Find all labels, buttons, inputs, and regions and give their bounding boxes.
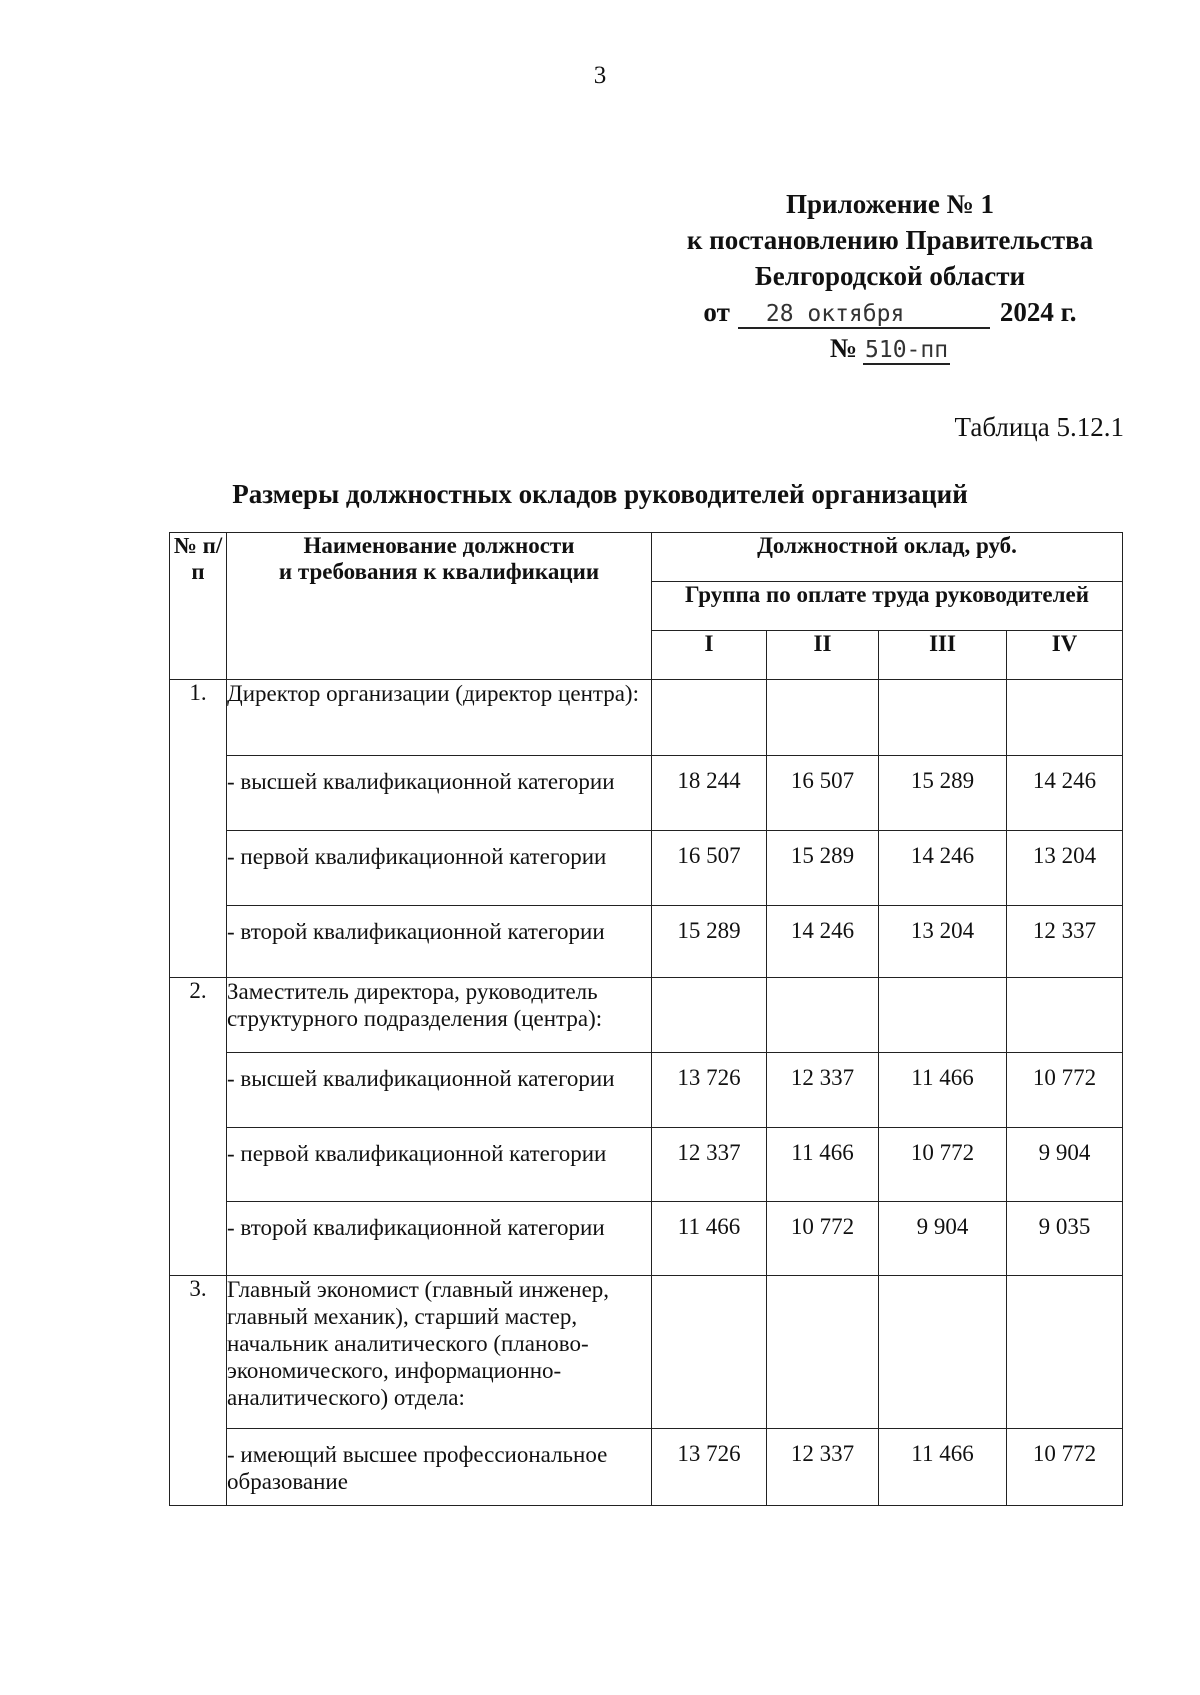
section-title: Заместитель директора, руководитель структурного подразделения (центра): <box>227 978 652 1053</box>
appendix-resolution: к постановлению Правительства <box>686 225 1094 255</box>
value-cell: 12 337 <box>767 1053 879 1128</box>
header-group-3: III <box>879 631 1007 680</box>
value-cell: 14 246 <box>879 831 1007 906</box>
value-cell: 9 904 <box>879 1202 1007 1276</box>
row-label: - второй квалификационной категории <box>227 906 652 978</box>
page-number: 3 <box>593 62 607 89</box>
empty-cell <box>879 1276 1007 1429</box>
table-row <box>170 756 1123 831</box>
value-cell: 13 726 <box>652 1053 767 1128</box>
value-cell: 10 772 <box>767 1202 879 1276</box>
value-cell: 13 204 <box>879 906 1007 978</box>
value-cell: 9 904 <box>1007 1128 1123 1202</box>
empty-cell <box>1007 680 1123 756</box>
section-title: Директор организации (директор центра): <box>227 680 652 756</box>
value-cell: 10 772 <box>1007 1429 1123 1506</box>
section-title: Главный экономист (главный инженер, главный механик), старший мастер, начальник аналитического (планово-экономического, информационно-аналитического) отдела: <box>227 1276 652 1429</box>
table-row <box>170 680 1123 756</box>
value-cell: 10 772 <box>879 1128 1007 1202</box>
value-cell: 12 337 <box>767 1429 879 1506</box>
header-salary: Должностной оклад, руб. <box>652 533 1123 582</box>
row-label: - второй квалификационной категории <box>227 1202 652 1276</box>
value-cell: 10 772 <box>1007 1053 1123 1128</box>
header-name <box>227 533 652 680</box>
table-title: Размеры должностных окладов руководителей организаций <box>232 479 968 509</box>
value-cell: 13 204 <box>1007 831 1123 906</box>
appendix-block <box>610 186 1170 366</box>
value-cell: 15 289 <box>767 831 879 906</box>
row-label: - первой квалификационной категории <box>227 1128 652 1202</box>
value-cell: 16 507 <box>652 831 767 906</box>
table-row <box>170 831 1123 906</box>
value-cell: 13 726 <box>652 1429 767 1506</box>
table-row <box>170 1276 1123 1429</box>
section-number: 2. <box>170 978 227 1276</box>
row-label: - имеющий высшее профессиональное образование <box>227 1429 652 1506</box>
value-cell: 18 244 <box>652 756 767 831</box>
value-cell: 12 337 <box>652 1128 767 1202</box>
table-row <box>170 1429 1123 1506</box>
empty-cell <box>879 978 1007 1053</box>
section-number: 1. <box>170 680 227 978</box>
table-row <box>170 1128 1123 1202</box>
value-cell: 11 466 <box>767 1128 879 1202</box>
header-name-line1: Наименование должности <box>303 533 575 558</box>
value-cell: 11 466 <box>652 1202 767 1276</box>
header-group-2: II <box>767 631 879 680</box>
empty-cell <box>652 1276 767 1429</box>
empty-cell <box>652 978 767 1053</box>
empty-cell <box>767 1276 879 1429</box>
table-row <box>170 906 1123 978</box>
date-value: 28 октября <box>738 301 990 329</box>
appendix-number-line <box>610 330 1170 366</box>
number-prefix: № <box>829 333 858 363</box>
empty-cell <box>1007 1276 1123 1429</box>
appendix-date-line <box>610 294 1170 330</box>
salary-table <box>169 532 1123 1506</box>
table-row <box>170 1053 1123 1128</box>
header-num: № п/п <box>170 533 227 680</box>
empty-cell <box>767 680 879 756</box>
value-cell: 15 289 <box>652 906 767 978</box>
value-cell: 11 466 <box>879 1053 1007 1128</box>
row-label: - высшей квалификационной категории <box>227 756 652 831</box>
section-number: 3. <box>170 1276 227 1506</box>
row-label: - высшей квалификационной категории <box>227 1053 652 1128</box>
number-value: 510-пп <box>865 337 949 363</box>
value-cell: 12 337 <box>1007 906 1123 978</box>
table-label: Таблица 5.12.1 <box>954 412 1124 442</box>
empty-cell <box>767 978 879 1053</box>
value-cell: 14 246 <box>767 906 879 978</box>
table-row <box>170 1202 1123 1276</box>
value-cell: 14 246 <box>1007 756 1123 831</box>
value-cell: 16 507 <box>767 756 879 831</box>
date-suffix: 2024 г. <box>999 297 1077 327</box>
empty-cell <box>1007 978 1123 1053</box>
empty-cell <box>879 680 1007 756</box>
header-group: Группа по оплате труда руководителей <box>652 582 1123 631</box>
value-cell: 11 466 <box>879 1429 1007 1506</box>
row-label: - первой квалификационной категории <box>227 831 652 906</box>
header-name-line2: и требования к квалификации <box>278 559 600 584</box>
date-prefix: от <box>703 297 730 327</box>
value-cell: 15 289 <box>879 756 1007 831</box>
header-group-4: IV <box>1007 631 1123 680</box>
empty-cell <box>652 680 767 756</box>
table-row <box>170 978 1123 1053</box>
appendix-title: Приложение № 1 <box>786 189 994 219</box>
appendix-region: Белгородской области <box>754 261 1026 291</box>
value-cell: 9 035 <box>1007 1202 1123 1276</box>
header-group-1: I <box>652 631 767 680</box>
